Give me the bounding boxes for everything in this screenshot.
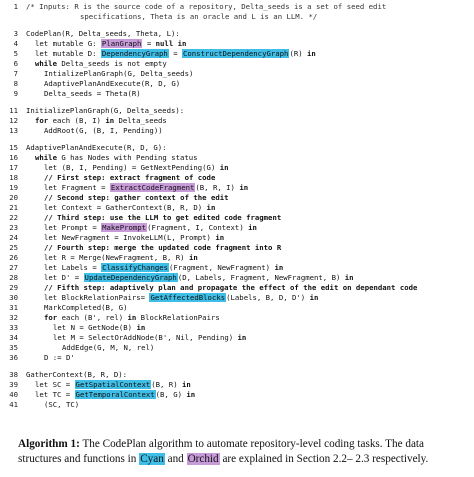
line-number: 38 (9, 370, 18, 379)
line-text (26, 173, 215, 183)
code-line (0, 273, 474, 283)
code-segment: GatherContext(B, R, D): (26, 370, 128, 379)
keyword: in (105, 116, 115, 125)
code-segment: let N = GetNode(B) (53, 323, 137, 332)
line-number: 7 (13, 69, 18, 78)
caption-cyan-word: Cyan (140, 453, 164, 465)
line-number: 15 (9, 143, 18, 152)
code-segment: let Fragment = (44, 183, 110, 192)
code-line (0, 49, 474, 59)
code-segment: let mutable D: (35, 49, 101, 58)
code-segment: each (B, I) (48, 116, 106, 125)
line-number: 11 (9, 106, 18, 115)
line-text (26, 343, 154, 353)
keyword: in (177, 39, 187, 48)
code-segment: let SC = (35, 380, 75, 389)
code-line (0, 343, 474, 353)
line-text (26, 263, 283, 273)
keyword: // First step: extract fragment of code (44, 173, 216, 182)
line-number: 40 (9, 390, 18, 399)
code-line (0, 163, 474, 173)
line-number: 30 (9, 293, 18, 302)
line-text (26, 253, 198, 263)
keyword: in (248, 223, 257, 232)
code-line (0, 173, 474, 183)
code-segment: BlockRelationPairs (136, 313, 220, 322)
caption-label: Algorithm 1: (18, 438, 80, 450)
code-line (0, 323, 474, 333)
keyword: // Fourth step: merge the updated code fragment into R (44, 243, 282, 252)
line-number: 5 (13, 49, 18, 58)
line-text (26, 79, 180, 89)
line-text (26, 2, 386, 12)
algorithm-code-listing (0, 2, 474, 410)
code-segment: IntializePlanGraph(G, Delta_seeds) (44, 69, 194, 78)
orchid-highlight: MakePrompt (102, 223, 147, 232)
line-text (26, 126, 163, 136)
keyword: in (206, 203, 216, 212)
keyword: in (274, 263, 284, 272)
line-gap (0, 363, 474, 370)
cyan-highlight: ConstructDependencyGraph (183, 49, 289, 58)
line-number: 20 (9, 193, 18, 202)
line-text (26, 333, 246, 343)
keyword: null (155, 39, 174, 48)
code-segment: G has Nodes with Pending status (56, 153, 198, 162)
line-number: 34 (9, 333, 18, 342)
line-text (26, 293, 318, 303)
code-segment: AddRoot(G, (B, I, Pending)) (44, 126, 163, 135)
line-text (26, 213, 281, 223)
line-number: 29 (9, 283, 18, 292)
line-number: 19 (9, 183, 18, 192)
code-line (0, 303, 474, 313)
line-number: 36 (9, 353, 18, 362)
keyword: in (307, 49, 316, 58)
code-line (0, 380, 474, 390)
line-text (26, 370, 127, 380)
code-segment: Delta_seeds = Theta(R) (44, 89, 141, 98)
line-gap (0, 136, 474, 143)
keyword: in (182, 380, 191, 389)
cyan-highlight: ClassifyChanges (102, 263, 169, 272)
code-line (0, 2, 474, 12)
keyword: while (35, 153, 57, 162)
line-text (26, 243, 281, 253)
line-number: 9 (13, 89, 18, 98)
line-number: 22 (9, 213, 18, 222)
code-line (0, 183, 474, 193)
keyword: in (309, 293, 319, 302)
line-text (26, 380, 191, 390)
code-segment: (B, R, I) (195, 183, 240, 192)
line-text (26, 69, 193, 79)
code-line (0, 79, 474, 89)
code-segment: Delta_seeds is not empty (56, 59, 167, 68)
code-segment: let M = SelectOrAddNode(B', Nil, Pending) (53, 333, 238, 342)
code-line (0, 390, 474, 400)
code-segment: let Context = GatherContext(B, R, D) (44, 203, 207, 212)
code-line (0, 59, 474, 69)
caption-and: and (164, 453, 187, 465)
cyan-highlight: GetSpatialContext (75, 380, 151, 389)
code-line (0, 39, 474, 49)
line-text (26, 313, 220, 323)
code-segment: (Fragment, NewFragment) (169, 263, 275, 272)
code-segment: InitializePlanGraph(G, Delta_seeds): (26, 106, 185, 115)
code-line (0, 400, 474, 410)
orchid-highlight: ExtractCodeFragment (110, 183, 195, 192)
line-gap (0, 22, 474, 29)
code-line (0, 263, 474, 273)
line-text (26, 49, 316, 59)
line-text (26, 203, 215, 213)
code-segment: (R) (289, 49, 308, 58)
code-line (0, 333, 474, 343)
code-segment: let TC = (35, 390, 75, 399)
code-segment: (B, G) (155, 390, 187, 399)
orchid-highlight: PlanGraph (101, 39, 142, 48)
caption-text-1: The CodePlan algorithm to automate repository-level coding tasks. The data structures and functions in (18, 438, 424, 465)
keyword: in (186, 390, 196, 399)
keyword: // Fifth step: adaptively plan and propagate the effect of the edit on dependant code (44, 283, 418, 292)
line-number: 25 (9, 243, 18, 252)
code-line (0, 253, 474, 263)
code-segment: MarkCompleted(B, G) (44, 303, 128, 312)
code-segment: /* Inputs: R is the source code of a repository, Delta_seeds is a set of seed edit (26, 2, 387, 11)
code-segment: (SC, TC) (44, 400, 80, 409)
line-text (26, 183, 248, 193)
keyword: in (136, 323, 146, 332)
line-text (26, 233, 224, 243)
code-segment: AdaptivePlanAndExecute(R, D, G) (44, 79, 181, 88)
line-text (26, 163, 229, 173)
line-text (26, 106, 184, 116)
code-line (0, 126, 474, 136)
code-segment: let Labels = (44, 263, 102, 272)
line-text (26, 323, 145, 333)
code-line (0, 143, 474, 153)
line-number: 6 (13, 59, 18, 68)
code-segment: D := D' (44, 353, 75, 362)
code-line (0, 69, 474, 79)
line-text (26, 193, 229, 203)
code-line (0, 116, 474, 126)
keyword: while (35, 59, 57, 68)
code-segment: CodePlan(R, Delta_seeds, Theta, L): (26, 29, 180, 38)
line-number: 18 (9, 173, 18, 182)
line-number: 39 (9, 380, 18, 389)
line-number: 35 (9, 343, 18, 352)
code-segment: = (142, 39, 156, 48)
line-number: 8 (13, 79, 18, 88)
code-segment: AdaptivePlanAndExecute(R, D, G): (26, 143, 167, 152)
code-line (0, 153, 474, 163)
line-number: 17 (9, 163, 18, 172)
keyword: in (127, 313, 137, 322)
code-line (0, 313, 474, 323)
code-line (0, 12, 474, 22)
line-text (26, 39, 186, 49)
caption-orchid-word: Orchid (187, 453, 219, 465)
code-line (0, 203, 474, 213)
keyword: // Second step: gather context of the edit (44, 193, 229, 202)
code-segment: let BlockRelationPairs= (44, 293, 150, 302)
code-line (0, 293, 474, 303)
keyword: in (215, 233, 225, 242)
line-text (26, 143, 167, 153)
code-segment: (Fragment, I, Context) (147, 223, 249, 232)
caption-text-2: are explained in Section 2.2– 2.3 respectively. (219, 453, 429, 465)
line-number: 31 (9, 303, 18, 312)
code-segment: let NewFragment = InvokeLLM(L, Prompt) (44, 233, 216, 242)
code-line (0, 106, 474, 116)
code-segment: each (B', rel) (57, 313, 128, 322)
line-text (26, 283, 417, 293)
keyword: in (188, 253, 198, 262)
line-number: 41 (9, 400, 18, 409)
line-number: 1 (13, 2, 18, 11)
code-line (0, 370, 474, 380)
line-number: 12 (9, 116, 18, 125)
line-text (26, 59, 167, 69)
line-text (26, 12, 317, 22)
code-segment: (Labels, B, D, D') (226, 293, 310, 302)
code-line (0, 89, 474, 99)
code-segment: let D' = (44, 273, 84, 282)
keyword: in (219, 163, 229, 172)
line-text (26, 353, 75, 363)
code-line (0, 193, 474, 203)
code-segment: Delta_seeds (114, 116, 167, 125)
code-line (0, 233, 474, 243)
keyword: in (344, 273, 354, 282)
cyan-highlight: GetAffectedBlocks (150, 293, 226, 302)
keyword: in (239, 183, 249, 192)
line-text (26, 303, 127, 313)
code-line (0, 29, 474, 39)
code-segment: let R = Merge(NewFragment, B, R) (44, 253, 189, 262)
line-number: 4 (13, 39, 18, 48)
line-text (26, 89, 141, 99)
line-number: 3 (13, 29, 18, 38)
line-text (26, 390, 195, 400)
line-number: 13 (9, 126, 18, 135)
code-segment: = (168, 49, 182, 58)
keyword: for (44, 313, 58, 322)
line-gap (0, 99, 474, 106)
line-number: 23 (9, 223, 18, 232)
code-segment: let (B, I, Pending) = GetNextPending(G) (44, 163, 220, 172)
code-segment: (B, R) (151, 380, 182, 389)
code-segment: (D, Labels, Fragment, NewFragment, B) (177, 273, 345, 282)
algorithm-caption (18, 437, 468, 467)
line-number: 33 (9, 323, 18, 332)
line-text (26, 273, 354, 283)
line-number: 28 (9, 273, 18, 282)
line-number: 24 (9, 233, 18, 242)
keyword: in (237, 333, 247, 342)
code-segment: let Prompt = (44, 223, 102, 232)
line-number: 21 (9, 203, 18, 212)
code-line (0, 223, 474, 233)
line-text (26, 116, 167, 126)
keyword: for (35, 116, 49, 125)
line-number: 32 (9, 313, 18, 322)
cyan-highlight: UpdateDependencyGraph (84, 273, 177, 282)
line-text (26, 29, 180, 39)
code-line (0, 283, 474, 293)
line-number: 27 (9, 263, 18, 272)
line-number: 16 (9, 153, 18, 162)
cyan-highlight: GetTemporalContext (75, 390, 155, 399)
code-line (0, 243, 474, 253)
code-segment: specifications, Theta is an oracle and L is an LLM. */ (80, 12, 318, 21)
code-line (0, 353, 474, 363)
code-segment: let mutable G: (35, 39, 101, 48)
line-text (26, 400, 79, 410)
code-segment: AddEdge(G, M, N, rel) (62, 343, 155, 352)
cyan-highlight: DependencyGraph (101, 49, 168, 58)
line-text (26, 223, 257, 233)
line-number: 26 (9, 253, 18, 262)
line-text (26, 153, 198, 163)
keyword: // Third step: use the LLM to get edited code fragment (44, 213, 282, 222)
code-line (0, 213, 474, 223)
